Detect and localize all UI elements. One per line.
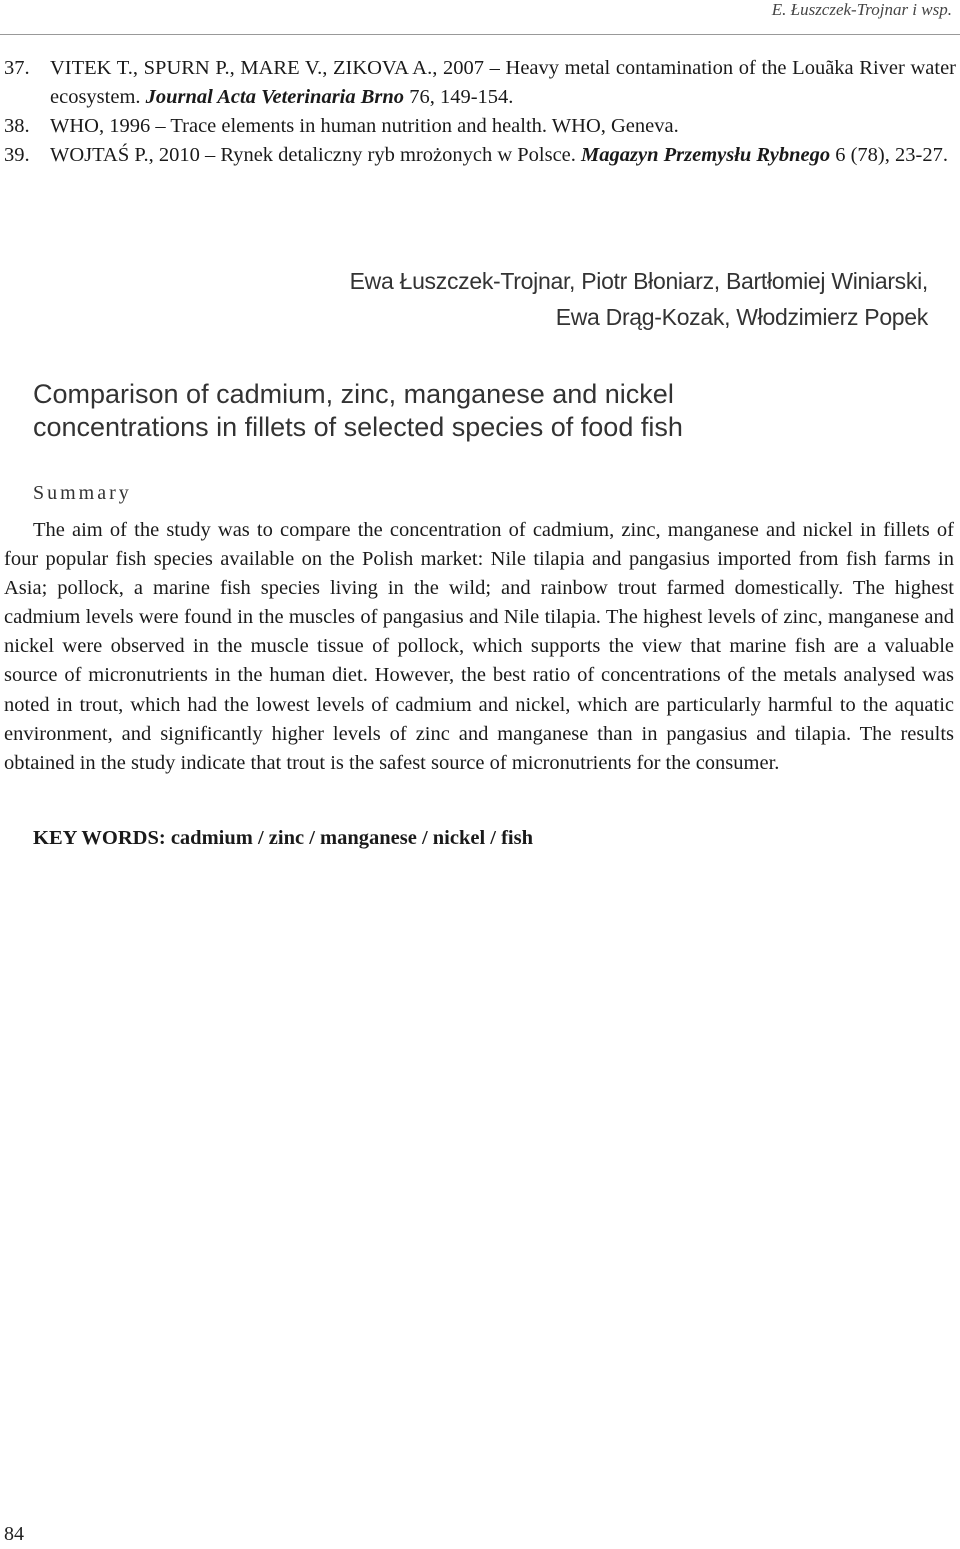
- article-title: [33, 378, 913, 444]
- summary-text: [4, 516, 954, 778]
- reference-authors: VITEK T., SPURN P., MARE V., ZIKOVA A., 2007 – Heavy metal contamination of the Louãka River water ecosystem.: [50, 57, 956, 108]
- title-line: concentrations in fillets of selected species of food fish: [33, 412, 683, 442]
- reference-number: 38.: [4, 115, 30, 137]
- reference-item: [4, 112, 956, 141]
- running-header: E. Łuszczek-Trojnar i wsp.: [771, 0, 952, 19]
- header-divider: [0, 34, 960, 35]
- reference-details: 76, 149-154.: [404, 86, 514, 108]
- reference-item: [4, 54, 956, 112]
- reference-authors: WHO, 1996 – Trace elements in human nutrition and health. WHO, Geneva.: [50, 115, 679, 137]
- summary-heading: Summary: [33, 482, 132, 504]
- reference-list: [4, 54, 956, 170]
- reference-details: 6 (78), 23-27.: [830, 144, 948, 166]
- summary-paragraph: The aim of the study was to compare the concentration of cadmium, zinc, manganese and nickel in fillets of four popular fish species available on the Polish market: Nile tilapia and pangasius imported from fish farms in Asia; pollock, a marine fish species living in the wild; and rainbow trout farmed domestically. The highest cadmium levels were found in the muscles of pangasius and Nile tilapia. The highest levels of zinc, manganese and nickel were observed in the muscle tissue of pollock, which supports the view that marine fish are a valuable source of micronutrients in the human diet. However, the best ratio of concentrations of the metals analysed was noted in trout, which had the lowest levels of cadmium and nickel, which are particularly harmful to the aquatic environment, and significantly higher levels of zinc and manganese than in pangasius and tilapia. The results obtained in the study indicate that trout is the safest source of micronutrients for the consumer.: [4, 519, 954, 774]
- reference-authors: WOJTAŚ P., 2010 – Rynek detaliczny ryb mrożonych w Polsce.: [50, 144, 582, 166]
- reference-number: 37.: [4, 57, 30, 79]
- reference-item: [4, 141, 956, 170]
- article-authors: [168, 263, 928, 335]
- key-words: KEY WORDS: cadmium / zinc / manganese / nickel / fish: [33, 827, 533, 849]
- title-line: Comparison of cadmium, zinc, manganese and nickel: [33, 379, 674, 409]
- authors-line: Ewa Drąg-Kozak, Włodzimierz Popek: [555, 304, 928, 330]
- reference-number: 39.: [4, 144, 30, 166]
- authors-line: Ewa Łuszczek-Trojnar, Piotr Błoniarz, Bartłomiej Winiarski,: [349, 268, 928, 294]
- reference-journal: Magazyn Przemysłu Rybnego: [581, 144, 831, 166]
- reference-journal: Journal Acta Veterinaria Brno: [145, 86, 405, 108]
- page-number: 84: [4, 1523, 24, 1545]
